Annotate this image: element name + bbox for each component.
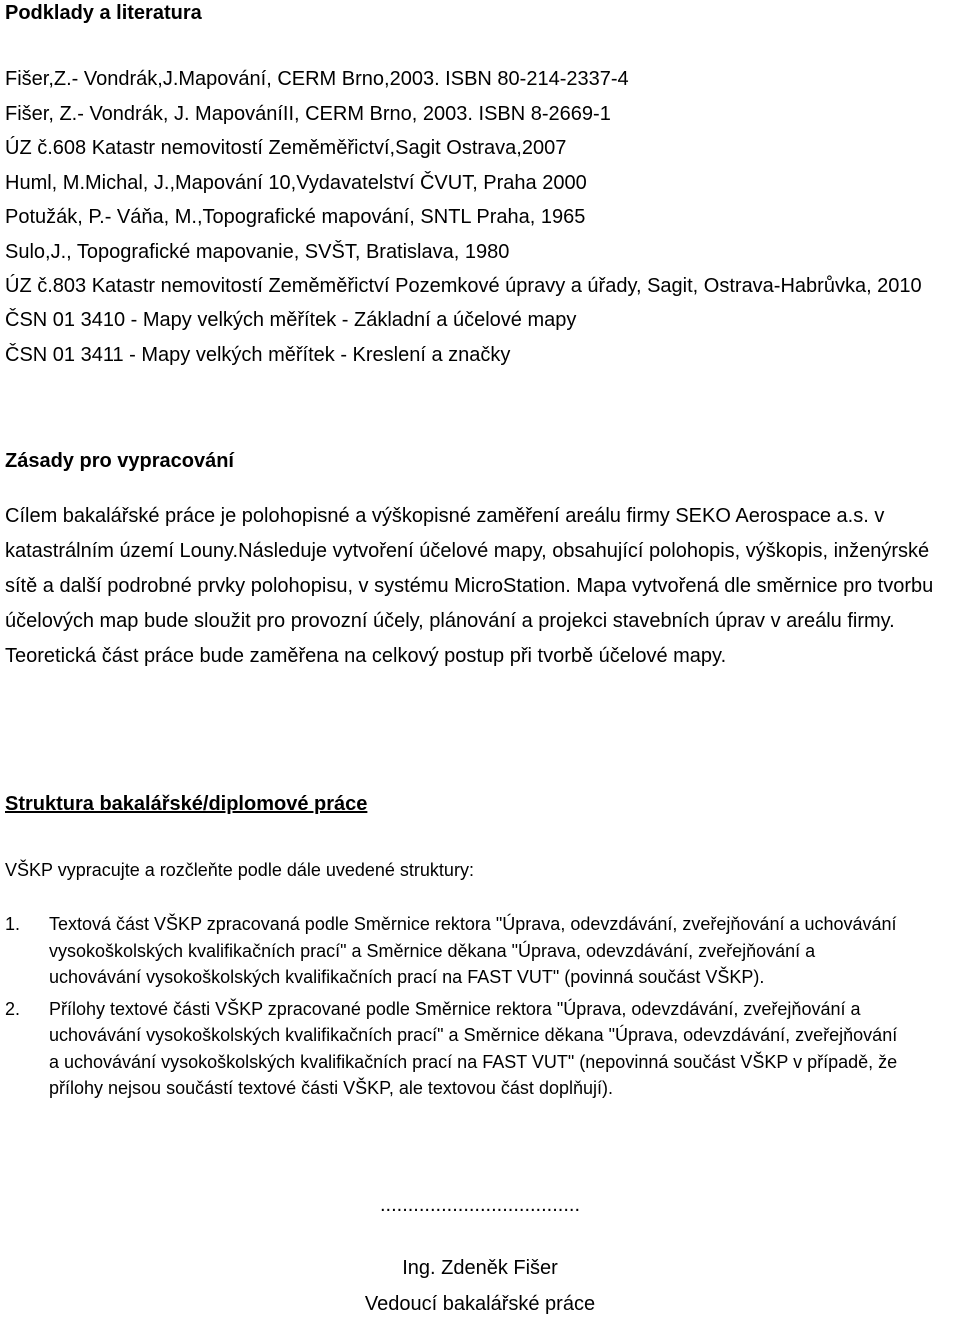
- reference-item: Sulo,J., Topografické mapovanie, SVŠT, Bratislava, 1980: [5, 240, 510, 263]
- principles-paragraph: Cílem bakalářské práce je polohopisné a výškopisné zaměření areálu firmy SEKO Aerospace a.s. v katastrálním území Louny.Následuje vytvoření účelové mapy, obsahující polohopis, výškopis, inženýrské sítě a další podrobné prvky polohopisu, v systému MicroStation. Mapa vytvořená dle směrnice pro tvorbu účelových map bude sloužit pro provozní účely, plánování a projekci stavebních úprav v areálu firmy.: [5, 505, 934, 632]
- reference-item: Huml, M.Michal, J.,Mapování 10,Vydavatelství ČVUT, Praha 2000: [5, 171, 587, 194]
- supervisor-name: Ing. Zdeněk Fišer: [402, 1257, 558, 1279]
- list-item-number: 1.: [5, 914, 21, 934]
- supervisor-role: Vedoucí bakalářské práce: [364, 1293, 596, 1315]
- structure-list: [5, 911, 905, 1107]
- principles-heading: Zásady pro vypracování: [5, 450, 234, 472]
- structure-heading: Struktura bakalářské/diplomové práce: [5, 793, 368, 815]
- reference-item: ČSN 01 3411 - Mapy velkých měřítek - Kreslení a značky: [5, 343, 511, 366]
- reference-item: ČSN 01 3410 - Mapy velkých měřítek - Základní a účelové mapy: [5, 309, 577, 331]
- principles-text: [5, 499, 955, 674]
- list-item-text: Textová část VŠKP zpracovaná podle Směrnice rektora "Úprava, odevzdávání, zveřejňování a uchovávání vysokoškolských kvalifikačních prací" a Směrnice děkana "Úprava, odevzdávání, zveřejňování a uchovávání vysokoškolských kvalifikačních prací na FAST VUT" (povinná součást VŠKP).: [49, 914, 897, 987]
- list-item-number: 2.: [5, 998, 21, 1019]
- list-item: [5, 911, 905, 991]
- references-list: [5, 62, 945, 372]
- reference-item: ÚZ č.608 Katastr nemovitostí Zeměměřictví,Sagit Ostrava,2007: [5, 137, 567, 159]
- signature-line: ....................................: [379, 1194, 581, 1216]
- reference-item: Fišer,Z.- Vondrák,J.Mapování, CERM Brno,2003. ISBN 80-214-2337-4: [5, 68, 629, 90]
- reference-item: ÚZ č.803 Katastr nemovitostí Zeměměřictví Pozemkové úpravy a úřady, Sagit, Ostrava-Habrůvka, 2010: [5, 275, 922, 297]
- reference-item: Fišer, Z.- Vondrák, J. MapováníII, CERM Brno, 2003. ISBN 8-2669-1: [5, 102, 611, 125]
- reference-item: Potužák, P.- Váňa, M.,Topografické mapování, SNTL Praha, 1965: [5, 206, 586, 228]
- references-heading: Podklady a literatura: [5, 2, 202, 24]
- principles-paragraph: Teoretická část práce bude zaměřena na celkový postup při tvorbě účelové mapy.: [5, 645, 727, 667]
- list-item-text: Přílohy textové části VŠKP zpracované podle Směrnice rektora "Úprava, odevzdávání, zveřejňování a uchovávání vysokoškolských kvalifikačních prací" a Směrnice děkana "Úprava, odevzdávání, zveřejňování a uchovávání vysokoškolských kvalifikačních prací na FAST VUT" (nepovinná součást VŠKP v případě, že přílohy nejsou součástí textové části VŠKP, ale textovou část doplňují).: [49, 998, 898, 1098]
- structure-lead: VŠKP vypracujte a rozčleňte podle dále uvedené struktury:: [5, 860, 474, 880]
- list-item: [5, 996, 905, 1102]
